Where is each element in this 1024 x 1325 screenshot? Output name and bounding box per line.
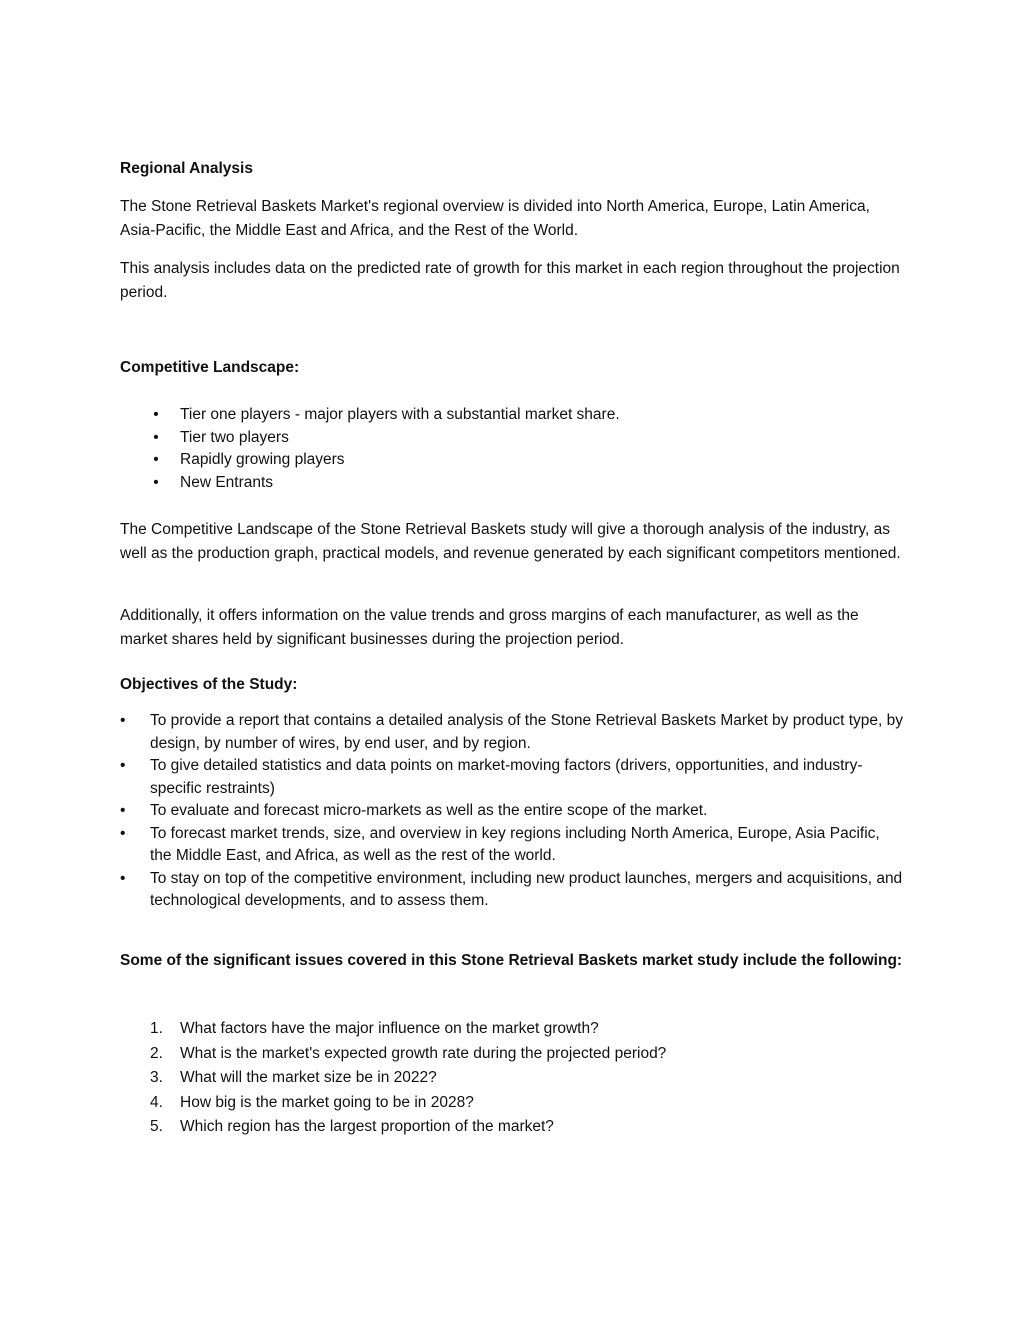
bullet-icon: • xyxy=(120,802,126,819)
regional-paragraph-1: The Stone Retrieval Baskets Market's regional overview is divided into North America, Europe, Latin America, Asia-Pacific, the Middle East and Africa, and the Rest of the World. xyxy=(120,198,870,239)
objectives-heading: Objectives of the Study: xyxy=(120,676,298,693)
competitive-paragraph-2: Additionally, it offers information on the value trends and gross margins of each manufacturer, as well as the market shares held by significant businesses during the projection period. xyxy=(120,607,859,648)
list-item-text: Tier one players - major players with a substantial market share. xyxy=(180,406,620,423)
list-item-text: To give detailed statistics and data points on market-moving factors (drivers, opportunities, and industry-specific restraints) xyxy=(150,757,863,797)
competitive-paragraph-1: The Competitive Landscape of the Stone Retrieval Baskets study will give a thorough analysis of the industry, as well as the production graph, practical models, and revenue generated by each significant competitors mentioned. xyxy=(120,521,901,562)
list-item-text: What is the market's expected growth rate during the projected period? xyxy=(180,1044,667,1062)
list-item-text: Tier two players xyxy=(180,428,289,446)
list-item xyxy=(120,868,905,913)
list-item-text: To stay on top of the competitive environment, including new product launches, mergers and acquisitions, and technological developments, and to assess them. xyxy=(150,869,903,909)
list-item xyxy=(120,1066,905,1091)
list-number: 5. xyxy=(150,1118,163,1135)
regional-analysis-heading: Regional Analysis xyxy=(120,160,253,177)
objectives-list xyxy=(120,710,905,913)
list-item-text: What will the market size be in 2022? xyxy=(180,1069,437,1086)
list-number: 1. xyxy=(150,1020,163,1037)
competitive-tier-list xyxy=(120,404,905,494)
list-item-text: To evaluate and forecast micro-markets as well as the entire scope of the market. xyxy=(150,802,708,819)
list-number: 4. xyxy=(150,1093,163,1111)
issues-numbered-list xyxy=(120,1017,905,1140)
list-item xyxy=(120,449,905,472)
list-item xyxy=(120,755,905,800)
bullet-icon: • xyxy=(120,757,126,774)
list-item-text: How big is the market going to be in 2028? xyxy=(180,1093,474,1111)
list-item xyxy=(120,823,905,868)
bullet-icon: • xyxy=(153,406,159,423)
list-item xyxy=(120,1042,905,1067)
bullet-icon: • xyxy=(153,451,159,468)
list-item xyxy=(120,427,905,450)
list-item-text: Rapidly growing players xyxy=(180,451,345,468)
bullet-icon: • xyxy=(120,712,126,729)
list-number: 3. xyxy=(150,1069,163,1086)
list-item-text: New Entrants xyxy=(180,473,274,491)
list-item xyxy=(120,1091,905,1116)
competitive-landscape-heading: Competitive Landscape: xyxy=(120,359,300,376)
regional-paragraph-2: This analysis includes data on the predicted rate of growth for this market in each region throughout the projection period. xyxy=(120,260,900,301)
bullet-icon: • xyxy=(120,824,126,842)
list-item-text: To provide a report that contains a detailed analysis of the Stone Retrieval Baskets Market by product type, by design, by number of wires, by end user, and by region. xyxy=(150,712,904,752)
issues-heading: Some of the significant issues covered in this Stone Retrieval Baskets market study include the following: xyxy=(120,952,903,969)
list-item xyxy=(120,404,905,427)
list-item-text: To forecast market trends, size, and overview in key regions including North America, Europe, Asia Pacific, the Middle East, and Africa, as well as the rest of the world. xyxy=(150,824,880,864)
list-item xyxy=(120,472,905,495)
list-item xyxy=(120,800,905,823)
list-item xyxy=(120,1017,905,1042)
bullet-icon: • xyxy=(153,428,159,446)
list-number: 2. xyxy=(150,1044,163,1062)
list-item-text: What factors have the major influence on the market growth? xyxy=(180,1020,599,1037)
list-item xyxy=(120,710,905,755)
list-item xyxy=(120,1115,905,1140)
bullet-icon: • xyxy=(153,473,159,491)
bullet-icon: • xyxy=(120,869,126,887)
list-item-text: Which region has the largest proportion of the market? xyxy=(180,1118,554,1135)
